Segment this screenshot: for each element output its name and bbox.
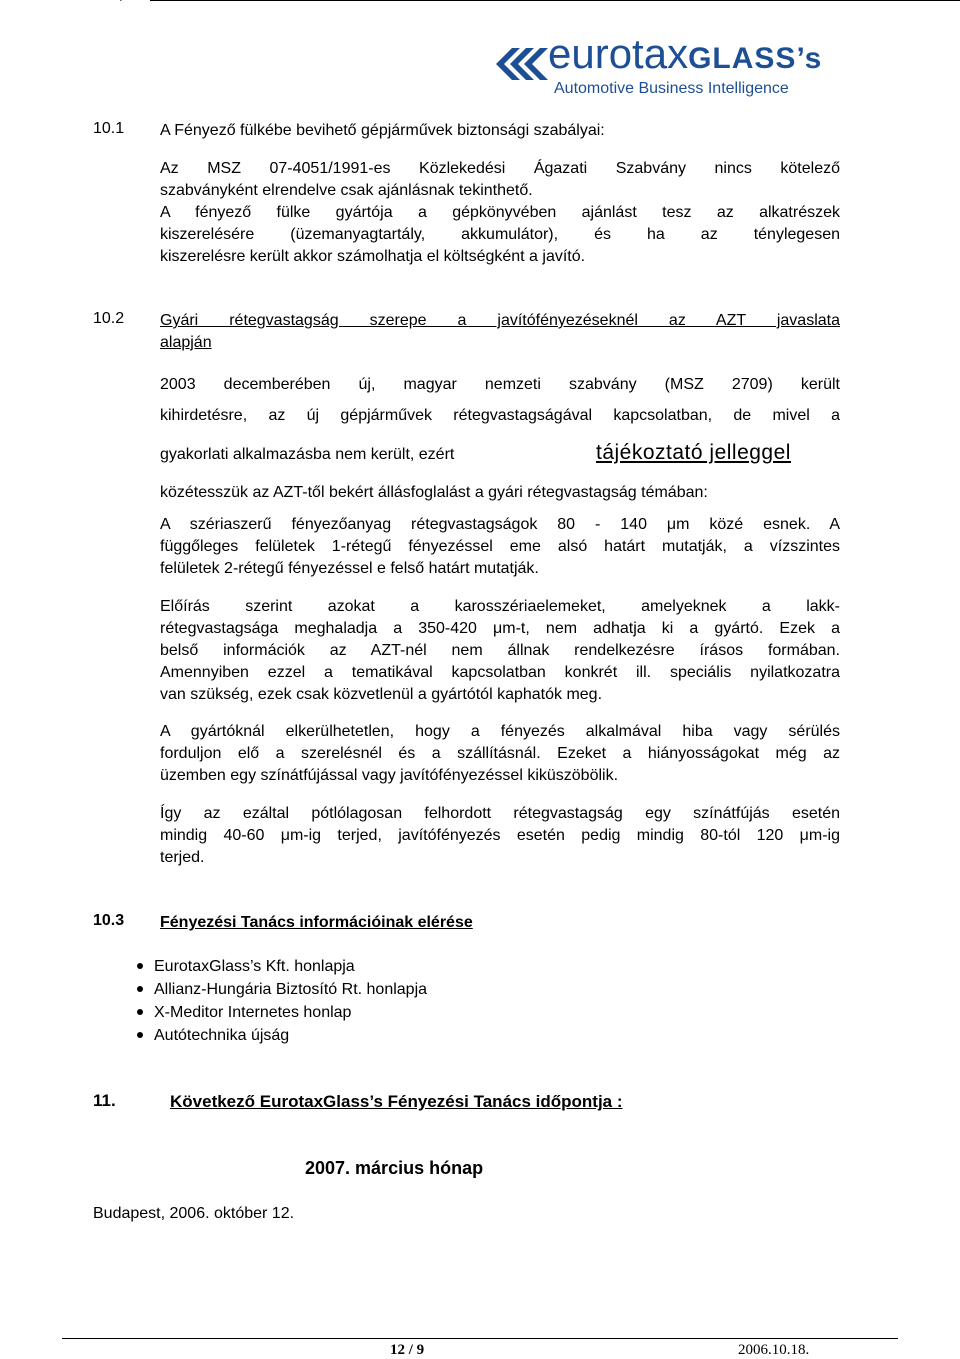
- logo-wordmark: eurotaxGLASS’s: [548, 30, 823, 77]
- intro-line-3: gyakorlati alkalmazásba nem került, ezért: [160, 446, 455, 463]
- list-item: Allianz-Hungária Biztosító Rt. honlapja: [132, 978, 427, 1001]
- section-10-1-line-4: kiszerelésére (üzemanyagtartály, akkumulátor), és ha az ténylegesen: [160, 226, 840, 243]
- place-and-date: Budapest, 2006. október 12.: [93, 1205, 295, 1222]
- section-10-1-line-3: A fényező fülke gyártója a gépkönyvében ajánlást tesz az alkatrészek: [160, 204, 840, 221]
- eurotax-logo: [494, 30, 844, 102]
- section-10-3-number: 10.3: [93, 912, 125, 929]
- para3-line-3: üzemben egy színátfújással vagy javítófényezéssel kiküszöbölik.: [160, 767, 619, 784]
- para2-line-2: rétegvastagsága meghaladja a 350-420 μm-t, nem adhatja ki a gyártó. Ezek a: [160, 620, 840, 637]
- section-10-1-title: A Fényező fülkébe bevihető gépjárművek biztonsági szabályai:: [160, 122, 605, 139]
- para1-line-2: függőleges felületek 1-rétegű fényezéssel eme alsó határt mutatják, a vízszintes: [160, 538, 840, 555]
- list-item: X-Meditor Internetes honlap: [132, 1001, 427, 1024]
- next-session-date: 2007. március hónap: [305, 1158, 484, 1178]
- header-rule: [150, 0, 960, 1]
- para3-line-2: forduljon elő a szerelésnél és a szállításnál. Ezeket a hiányosságokat még az: [160, 745, 840, 762]
- logo-tagline: Automotive Business Intelligence: [554, 80, 789, 97]
- para4-line-2: mindig 40-60 μm-ig terjed, javítófényezés esetén pedig mindig 80-tól 120 μm-ig: [160, 827, 840, 844]
- para1-line-1: A szériaszerű fényezőanyag rétegvastagságok 80 - 140 μm közé esnek. A: [160, 516, 840, 533]
- intro-line-1: 2003 decemberében új, magyar nemzeti szabvány (MSZ 2709) került: [160, 376, 840, 393]
- section-10-2-title-line-1: Gyári rétegvastagság szerepe a javítófényezéseknél az AZT javaslata: [160, 312, 840, 329]
- para3-line-1: A gyártóknál elkerülhetetlen, hogy a fényezés alkalmával hiba vagy sérülés: [160, 723, 840, 740]
- section-10-2-number: 10.2: [93, 310, 125, 327]
- intro-line-4: közétesszük az AZT-től bekért állásfoglalást a gyári rétegvastagság témában:: [160, 484, 708, 501]
- section-10-1-line-1: Az MSZ 07-4051/1991-es Közlekedési Ágazati Szabvány nincs kötelező: [160, 160, 840, 177]
- section-11-title: Következő EurotaxGlass’s Fényezési Tanács időpontja :: [170, 1092, 623, 1111]
- para4-line-3: terjed.: [160, 849, 205, 866]
- para4-line-1: Így az ezáltal pótlólagosan felhordott rétegvastagság egy színátfújás esetén: [160, 805, 840, 822]
- section-10-3-title: Fényezési Tanács információinak elérése: [160, 914, 473, 931]
- para2-line-1: Előírás szerint azokat a karosszériaelemeket, amelyeknek a lakk-: [160, 598, 840, 615]
- section-10-1-line-2: szabványként elrendelve csak ajánlásnak tekinthető.: [160, 182, 533, 199]
- para2-line-3: belső információk az AZT-nél nem állnak rendelkezésre írásos formában.: [160, 642, 840, 659]
- footer-date: 2006.10.18.: [738, 1342, 810, 1358]
- page-number: 12 / 9: [390, 1342, 425, 1358]
- intro-emphasis: tájékoztató jelleggel: [596, 441, 791, 464]
- intro-line-2: kihirdetésre, az új gépjárművek rétegvastagságával kapcsolatban, de mivel a: [160, 407, 840, 424]
- logo-arrows-icon: [494, 44, 550, 84]
- section-10-1-line-5: kiszerelésre került akkor számolhatja el költségként a javító.: [160, 248, 586, 265]
- footer-rule: [62, 1338, 898, 1339]
- para1-line-3: felületek 2-rétegű fényezéssel e felső határt mutatják.: [160, 560, 539, 577]
- list-item: Autótechnika újság: [132, 1024, 427, 1047]
- para2-line-4: Amennyiben ezzel a tematikával kapcsolatban konkrét ill. speciális nyilatkozatra: [160, 664, 840, 681]
- section-10-2-title-line-2: alapján: [160, 334, 212, 351]
- section-11-number: 11.: [93, 1091, 116, 1110]
- list-item: EurotaxGlass’s Kft. honlapja: [132, 955, 427, 978]
- para2-line-5: van szükség, ezek csak közvetlenül a gyártótól kaphatók meg.: [160, 686, 603, 703]
- section-10-1-number: 10.1: [93, 120, 125, 137]
- info-source-list: [132, 955, 427, 1047]
